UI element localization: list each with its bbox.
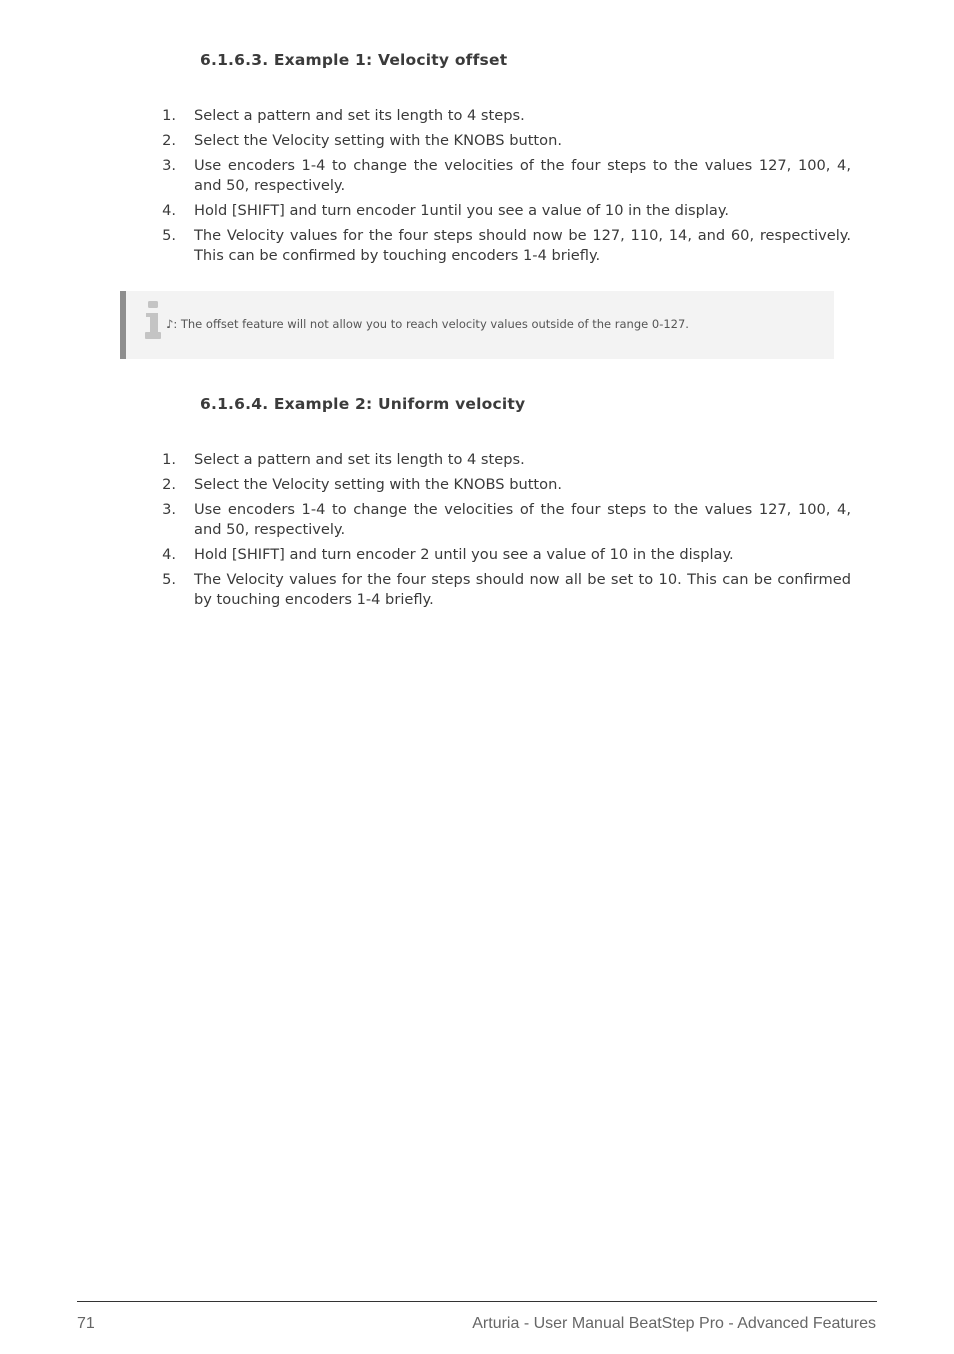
note-text	[166, 317, 689, 331]
step-number: 4.	[162, 202, 176, 219]
list-item	[160, 201, 851, 221]
step-number: 5.	[162, 571, 176, 588]
step-number: 1.	[162, 451, 176, 468]
section-heading-uniform-velocity: 6.1.6.4. Example 2: Uniform velocity	[200, 395, 526, 413]
info-icon	[144, 300, 162, 340]
list-item	[160, 570, 851, 610]
step-number: 2.	[162, 132, 176, 149]
page-number: 71	[77, 1315, 95, 1332]
footer-divider	[77, 1301, 877, 1302]
list-item	[160, 475, 851, 495]
step-text: Select a pattern and set its length to 4 steps.	[194, 451, 525, 468]
list-item	[160, 156, 851, 196]
step-number: 1.	[162, 107, 176, 124]
step-text: Use encoders 1-4 to change the velocities of the four steps to the values 127, 100, 4, and 50, respectively.	[194, 501, 851, 538]
list-item	[160, 500, 851, 540]
step-text: Select the Velocity setting with the KNOBS button.	[194, 132, 562, 149]
step-number: 4.	[162, 546, 176, 563]
note-prefix-glyph: ♪	[166, 317, 174, 331]
note-body: : The offset feature will not allow you to reach velocity values outside of the range 0-127.	[173, 317, 689, 331]
step-number: 2.	[162, 476, 176, 493]
step-text: The Velocity values for the four steps should now be 127, 110, 14, and 60, respectively. This can be confirmed by touching encoders 1-4 briefly.	[194, 227, 851, 264]
info-note	[120, 291, 834, 359]
list-item	[160, 131, 851, 151]
step-number: 3.	[162, 501, 176, 518]
footer-title: Arturia - User Manual BeatStep Pro - Advanced Features	[472, 1315, 876, 1332]
step-number: 5.	[162, 227, 176, 244]
list-item	[160, 545, 851, 565]
list-item	[160, 450, 851, 470]
step-text: Hold [SHIFT] and turn encoder 2 until you see a value of 10 in the display.	[194, 546, 734, 563]
step-text: Select a pattern and set its length to 4 steps.	[194, 107, 525, 124]
steps-list-example-2	[160, 450, 851, 615]
steps-list-example-1	[160, 106, 851, 271]
list-item	[160, 106, 851, 126]
step-number: 3.	[162, 157, 176, 174]
step-text: Select the Velocity setting with the KNOBS button.	[194, 476, 562, 493]
section-heading-velocity-offset: 6.1.6.3. Example 1: Velocity offset	[200, 51, 508, 69]
step-text: Hold [SHIFT] and turn encoder 1until you see a value of 10 in the display.	[194, 202, 730, 219]
step-text: Use encoders 1-4 to change the velocities of the four steps to the values 127, 100, 4, and 50, respectively.	[194, 157, 851, 194]
list-item	[160, 226, 851, 266]
step-text: The Velocity values for the four steps should now all be set to 10. This can be confirmed by touching encoders 1-4 briefly.	[194, 571, 851, 608]
